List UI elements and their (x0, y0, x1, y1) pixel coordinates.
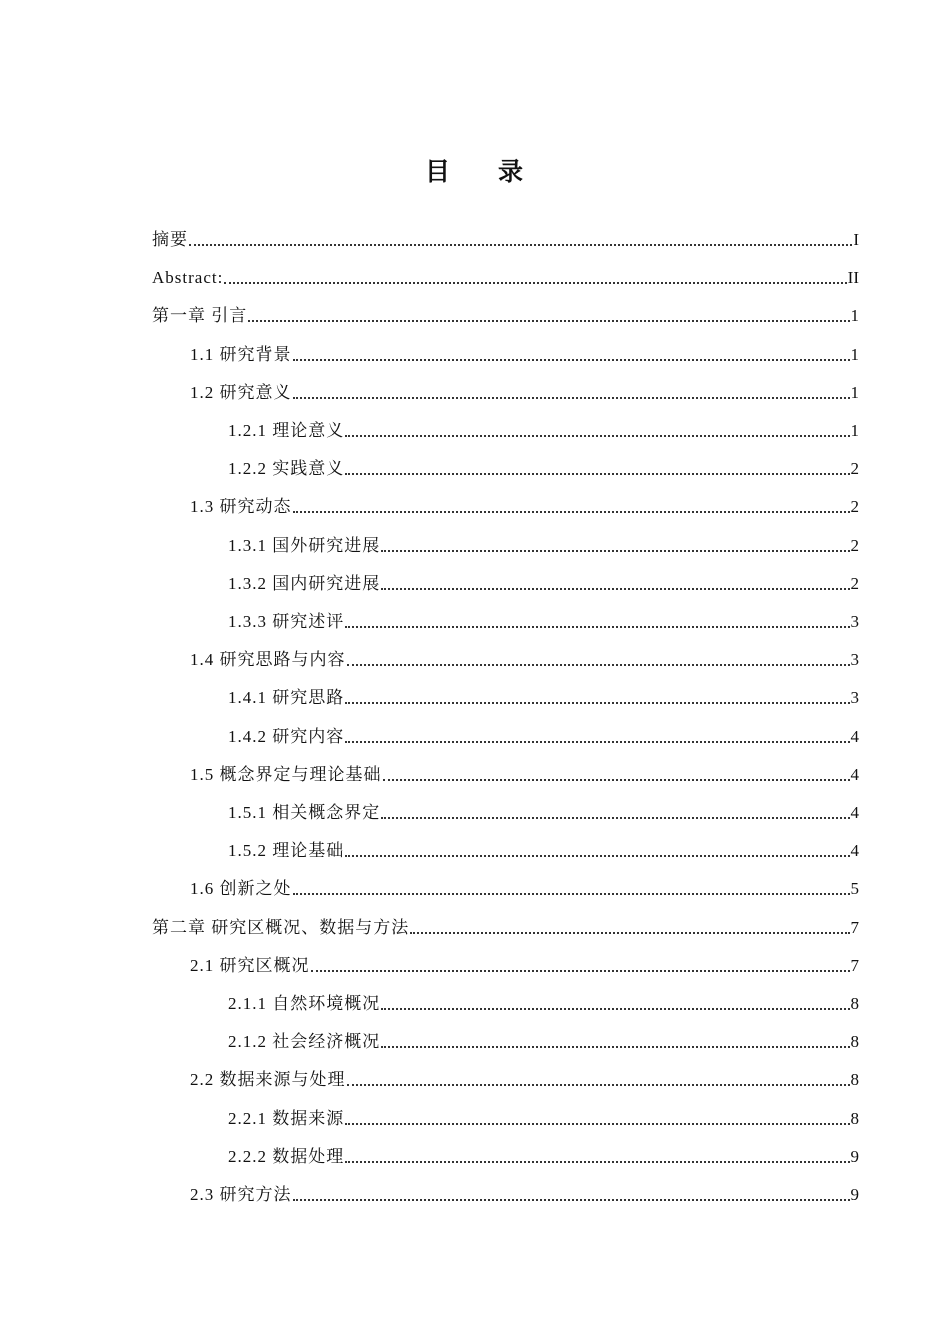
toc-entry-label: 1.2.1 理论意义 (228, 421, 345, 440)
toc-entry-label: 2.2.1 数据来源 (228, 1109, 345, 1128)
toc-dot-leader (293, 893, 850, 895)
toc-entry-label: 1.5.2 理论基础 (228, 841, 345, 860)
toc-dot-leader (189, 244, 852, 246)
toc-entry-label: 1.3.2 国内研究进展 (228, 574, 381, 593)
toc-entry[interactable] (190, 954, 859, 978)
toc-dot-leader (345, 1161, 849, 1163)
toc-entry-label: 2.1.1 自然环境概况 (228, 994, 381, 1013)
toc-title-right: 录 (498, 157, 526, 186)
toc-dot-leader (381, 550, 849, 552)
toc-entry[interactable] (190, 495, 859, 519)
toc-entry-page-number: 4 (850, 841, 859, 860)
toc-entry-page-number: 8 (850, 1109, 859, 1128)
toc-entry-page-number: 2 (850, 497, 859, 516)
toc-entry[interactable] (228, 839, 859, 863)
toc-entry-label: 第一章 引言 (152, 306, 248, 325)
toc-entry-page-number: 4 (850, 765, 859, 784)
toc-dot-leader (345, 702, 849, 704)
toc-dot-leader (345, 435, 849, 437)
toc-dot-leader (293, 1199, 850, 1201)
toc-entry[interactable] (152, 916, 859, 940)
toc-entry[interactable] (228, 419, 859, 443)
toc-entry-page-number: I (853, 230, 859, 249)
toc-entry[interactable] (190, 381, 859, 405)
toc-entry-page-number: 1 (850, 306, 859, 325)
toc-entry-page-number: 7 (850, 956, 859, 975)
toc-dot-leader (410, 932, 849, 934)
toc-entry[interactable] (228, 725, 859, 749)
toc-entry-label: 2.3 研究方法 (190, 1185, 292, 1204)
toc-entry-label: 1.3 研究动态 (190, 497, 292, 516)
toc-entry-page-number: 2 (850, 574, 859, 593)
toc-title-left: 目 (424, 157, 452, 186)
toc-entry[interactable] (190, 763, 859, 787)
toc-entry-label: 1.4 研究思路与内容 (190, 650, 346, 669)
toc-entry-label: 1.2.2 实践意义 (228, 459, 345, 478)
toc-dot-leader (293, 511, 850, 513)
toc-dot-leader (345, 1123, 849, 1125)
toc-entry-label: 第二章 研究区概况、数据与方法 (152, 918, 410, 937)
toc-entry-page-number: 2 (850, 459, 859, 478)
toc-entry-page-number: 8 (850, 1032, 859, 1051)
toc-entry[interactable] (152, 304, 859, 328)
toc-entry-page-number: 5 (850, 879, 859, 898)
toc-entry-page-number: 2 (850, 536, 859, 555)
toc-entry-page-number: 1 (850, 383, 859, 402)
toc-entry[interactable] (228, 457, 859, 481)
toc-entry-label: 1.5 概念界定与理论基础 (190, 765, 382, 784)
toc-dot-leader (347, 664, 850, 666)
toc-entry[interactable] (190, 1068, 859, 1092)
toc-dot-leader (345, 741, 849, 743)
toc-entry[interactable] (152, 266, 859, 290)
toc-dot-leader (345, 626, 849, 628)
toc-entry-label: 1.6 创新之处 (190, 879, 292, 898)
toc-dot-leader (381, 1008, 849, 1010)
toc-entry-page-number: 9 (850, 1147, 859, 1166)
toc-dot-leader (345, 855, 849, 857)
toc-entry[interactable] (228, 1145, 859, 1169)
toc-entry[interactable] (228, 572, 859, 596)
toc-dot-leader (293, 397, 850, 399)
toc-dot-leader (248, 320, 849, 322)
toc-entry-label: 2.2.2 数据处理 (228, 1147, 345, 1166)
toc-dot-leader (224, 282, 846, 284)
toc-entry-page-number: 9 (850, 1185, 859, 1204)
toc-dot-leader (381, 1046, 849, 1048)
toc-dot-leader (345, 473, 849, 475)
toc-entry-label: Abstract: (152, 268, 224, 287)
toc-entry[interactable] (228, 1107, 859, 1131)
toc-entry-label: 1.4.1 研究思路 (228, 688, 345, 707)
toc-entry-page-number: 3 (850, 688, 859, 707)
toc-title (0, 152, 950, 188)
toc-entry[interactable] (228, 686, 859, 710)
toc-entry[interactable] (228, 610, 859, 634)
toc-entry-page-number: 4 (850, 803, 859, 822)
toc-dot-leader (293, 359, 850, 361)
toc-dot-leader (311, 970, 850, 972)
toc-entry-label: 1.3.3 研究述评 (228, 612, 345, 631)
toc-entry[interactable] (190, 343, 859, 367)
toc-entry-label: 1.2 研究意义 (190, 383, 292, 402)
toc-entry[interactable] (152, 228, 859, 252)
toc-entry-page-number: II (847, 268, 859, 287)
toc-entry-page-number: 1 (850, 421, 859, 440)
toc-entry-page-number: 3 (850, 612, 859, 631)
toc-dot-leader (347, 1084, 850, 1086)
toc-entry[interactable] (228, 801, 859, 825)
toc-entry-page-number: 3 (850, 650, 859, 669)
toc-entry[interactable] (228, 992, 859, 1016)
toc-entry-label: 1.4.2 研究内容 (228, 727, 345, 746)
toc-entry-label: 1.1 研究背景 (190, 345, 292, 364)
toc-entry-page-number: 8 (850, 1070, 859, 1089)
toc-entry-page-number: 7 (850, 918, 859, 937)
toc-entry-page-number: 4 (850, 727, 859, 746)
toc-dot-leader (383, 779, 850, 781)
toc-entry-label: 2.1.2 社会经济概况 (228, 1032, 381, 1051)
toc-dot-leader (381, 817, 849, 819)
toc-entry-label: 摘要 (152, 230, 188, 249)
toc-entry[interactable] (190, 1183, 859, 1207)
toc-entry[interactable] (190, 648, 859, 672)
toc-entry[interactable] (228, 534, 859, 558)
toc-entry-page-number: 1 (850, 345, 859, 364)
toc-entry-label: 1.3.1 国外研究进展 (228, 536, 381, 555)
toc-entry[interactable] (228, 1030, 859, 1054)
toc-entry-label: 2.2 数据来源与处理 (190, 1070, 346, 1089)
toc-entry-label: 2.1 研究区概况 (190, 956, 310, 975)
toc-entry[interactable] (190, 877, 859, 901)
toc-entry-page-number: 8 (850, 994, 859, 1013)
toc-entry-label: 1.5.1 相关概念界定 (228, 803, 381, 822)
toc-dot-leader (381, 588, 849, 590)
